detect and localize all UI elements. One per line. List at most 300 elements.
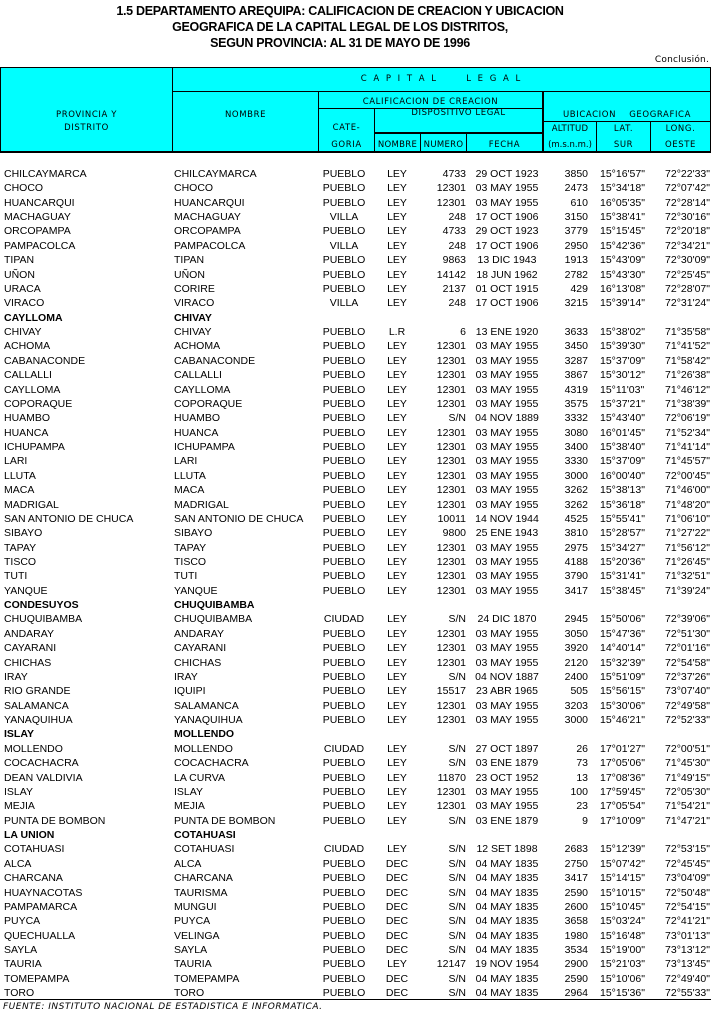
fecha-cell: 03 MAY 1955 (475, 584, 539, 597)
capital-name-cell: CALLALLI (174, 369, 222, 382)
latitud-cell: 15°43'09" (600, 254, 645, 267)
fecha-cell: 17 OCT 1906 (475, 239, 539, 252)
table-row (0, 181, 711, 195)
fecha-cell: 17 OCT 1906 (475, 297, 539, 310)
capital-name-cell: TOMEPAMPA (174, 972, 240, 985)
header-calificacion: CALIFICACION DE CREACION (362, 97, 499, 107)
longitud-cell: 73°13'45" (665, 958, 710, 971)
dispositivo-numero-cell: 4733 (442, 168, 466, 180)
longitud-cell: 71°54'21" (665, 800, 710, 813)
altitud-cell: 2473 (564, 182, 588, 195)
categoria-cell: PUEBLO (322, 714, 366, 727)
capital-name-cell: MACHAGUAY (174, 211, 241, 224)
longitud-cell: 71°41'14" (665, 441, 710, 454)
altitud-cell: 3400 (564, 441, 588, 454)
fecha-cell: 03 MAY 1955 (475, 383, 539, 396)
distrito-cell: COCACHACRA (4, 757, 79, 770)
dispositivo-numero-cell: 11870 (437, 771, 466, 784)
dispositivo-nombre-cell: LEY (387, 268, 407, 281)
categoria-cell: PUEBLO (322, 814, 366, 827)
dispositivo-nombre-cell: LEY (387, 225, 407, 238)
capital-name-cell: TAPAY (174, 541, 207, 554)
table-row (0, 814, 711, 828)
province-name: ISLAY (4, 728, 34, 741)
dispositivo-nombre-cell: LEY (387, 369, 407, 382)
fecha-cell: 03 MAY 1955 (475, 469, 539, 482)
capital-name-cell: CORIRE (174, 282, 215, 295)
dispositivo-nombre-cell: LEY (387, 397, 407, 410)
categoria-cell: PUEBLO (322, 929, 366, 942)
dispositivo-nombre-cell: DEC (385, 872, 409, 885)
header-dispositivo-legal: DISPOSITIVO LEGAL (411, 108, 506, 118)
dispositivo-numero-cell: 12301 (436, 196, 466, 209)
capital-name-cell: SAN ANTONIO DE CHUCA (174, 512, 304, 525)
distrito-cell: MACHAGUAY (4, 211, 71, 224)
capital-name-cell: ALCA (174, 857, 202, 870)
table-row (0, 469, 711, 483)
distrito-cell: CHILCAYMARCA (4, 168, 87, 180)
longitud-cell: 71°58'42" (665, 354, 710, 367)
dispositivo-numero-cell: 12301 (436, 455, 466, 468)
table-row (0, 756, 711, 770)
dispositivo-numero-cell: S/N (448, 972, 466, 985)
dispositivo-numero-cell: S/N (448, 886, 466, 899)
distrito-cell: HUAMBO (4, 412, 51, 425)
distrito-cell: QUECHUALLA (4, 929, 76, 942)
dispositivo-nombre-cell: DEC (385, 886, 409, 899)
distrito-cell: RIO GRANDE (4, 685, 71, 698)
table-row (0, 886, 711, 900)
latitud-cell: 15°10'06" (600, 972, 645, 985)
longitud-cell: 71°47'21" (665, 814, 710, 827)
distrito-cell: TAURIA (4, 958, 42, 971)
longitud-cell: 71°49'15" (665, 771, 710, 784)
dispositivo-nombre-cell: LEY (387, 211, 407, 224)
fecha-cell: 03 MAY 1955 (475, 441, 539, 454)
latitud-cell: 15°10'45" (600, 900, 645, 913)
table-row (0, 699, 711, 713)
categoria-cell: PUEBLO (322, 943, 366, 956)
capital-name-cell: IQUIPI (174, 685, 206, 698)
latitud-cell: 15°47'36" (600, 627, 645, 640)
dispositivo-numero-cell: 12301 (436, 627, 466, 640)
dispositivo-numero-cell: 12301 (436, 642, 466, 655)
altitud-cell: 26 (576, 742, 588, 755)
latitud-cell: 15°36'18" (600, 498, 645, 511)
longitud-cell: 71°41'52" (665, 340, 710, 353)
categoria-cell: PUEBLO (322, 886, 366, 899)
latitud-cell: 15°56'15" (600, 685, 645, 698)
capital-name-cell: VIRACO (174, 297, 215, 310)
altitud-cell: 2975 (564, 541, 588, 554)
dispositivo-numero-cell: 12301 (436, 484, 466, 497)
latitud-cell: 15°39'30" (600, 340, 645, 353)
dispositivo-numero-cell: 12301 (436, 800, 466, 813)
dispositivo-numero-cell: 12301 (436, 426, 466, 439)
header-msnm: (m.s.n.m.) (548, 140, 592, 150)
distrito-cell: TORO (4, 987, 35, 1000)
longitud-cell: 72°01'16" (665, 642, 710, 655)
latitud-cell: 17°10'09" (600, 814, 645, 827)
categoria-cell: CIUDAD (323, 613, 365, 626)
latitud-cell: 15°51'09" (600, 670, 645, 683)
dispositivo-nombre-cell: DEC (385, 900, 409, 913)
fecha-cell: 04 MAY 1835 (475, 943, 539, 956)
dispositivo-numero-cell: 12301 (436, 369, 466, 382)
altitud-cell: 2600 (564, 900, 588, 913)
longitud-cell: 72°37'26" (665, 670, 710, 683)
latitud-cell: 15°43'30" (600, 268, 645, 281)
altitud-cell: 23 (576, 800, 588, 813)
categoria-cell: PUEBLO (322, 872, 366, 885)
distrito-cell: TUTI (4, 570, 28, 583)
fecha-cell: 13 ENE 1920 (475, 326, 539, 339)
altitud-cell: 3790 (564, 570, 588, 583)
dispositivo-numero-cell: S/N (448, 412, 466, 425)
altitud-cell: 3417 (564, 584, 588, 597)
altitud-cell: 2950 (564, 239, 588, 252)
capital-name-cell: CHOCO (174, 182, 214, 195)
dispositivo-numero-cell: 9800 (442, 527, 466, 540)
header-nombre: NOMBRE (224, 110, 267, 120)
dispositivo-numero-cell: 6 (460, 326, 466, 339)
altitud-cell: 3450 (564, 340, 588, 353)
dispositivo-nombre-cell: LEY (387, 771, 407, 784)
table-row (0, 268, 711, 282)
latitud-cell: 15°12'39" (600, 843, 645, 856)
latitud-cell: 15°16'57" (600, 168, 645, 180)
fecha-cell: 03 ENE 1879 (475, 814, 539, 827)
capital-name-cell: HUANCA (174, 426, 219, 439)
fecha-cell: 03 MAY 1955 (475, 570, 539, 583)
dispositivo-nombre-cell: LEY (387, 555, 407, 568)
dispositivo-numero-cell: 248 (448, 211, 466, 224)
categoria-cell: PUEBLO (322, 857, 366, 870)
dispositivo-numero-cell: 12301 (436, 699, 466, 712)
latitud-cell: 15°42'36" (600, 239, 645, 252)
categoria-cell: PUEBLO (322, 570, 366, 583)
fecha-cell: 04 MAY 1835 (475, 915, 539, 928)
fecha-cell: 03 MAY 1955 (475, 627, 539, 640)
categoria-cell: PUEBLO (322, 757, 366, 770)
longitud-cell: 71°46'00" (665, 484, 710, 497)
categoria-cell: PUEBLO (322, 225, 366, 238)
table-row (0, 713, 711, 727)
longitud-cell: 71°45'57" (665, 455, 710, 468)
capital-name-cell: COPORAQUE (174, 397, 243, 410)
distrito-cell: MADRIGAL (4, 498, 59, 511)
fecha-cell: 04 MAY 1835 (475, 987, 539, 1000)
province-capital-name: MOLLENDO (174, 728, 235, 741)
dispositivo-nombre-cell: LEY (387, 426, 407, 439)
altitud-cell: 2964 (564, 987, 588, 1000)
distrito-cell: COTAHUASI (4, 843, 65, 856)
fecha-cell: 04 MAY 1835 (475, 929, 539, 942)
altitud-cell: 3262 (564, 498, 588, 511)
fecha-cell: 03 MAY 1955 (475, 196, 539, 209)
altitud-cell: 3287 (564, 354, 588, 367)
dispositivo-numero-cell: 12301 (436, 182, 466, 195)
header-oeste: OESTE (664, 140, 697, 150)
fecha-cell: 03 MAY 1955 (475, 699, 539, 712)
dispositivo-nombre-cell: LEY (387, 239, 407, 252)
fecha-cell: 23 OCT 1952 (475, 771, 539, 784)
table-row (0, 943, 711, 957)
distrito-cell: VIRACO (4, 297, 45, 310)
capital-name-cell: UÑON (174, 268, 205, 281)
header-ubicacion-geografica: UBICACION GEOGRAFICA (562, 110, 691, 120)
latitud-cell: 15°38'13" (600, 484, 645, 497)
fecha-cell: 03 MAY 1955 (475, 455, 539, 468)
distrito-cell: CHICHAS (4, 656, 52, 669)
table-row (0, 842, 711, 856)
longitud-cell: 72°05'30" (665, 785, 710, 798)
dispositivo-numero-cell: S/N (448, 943, 466, 956)
categoria-cell: PUEBLO (322, 555, 366, 568)
latitud-cell: 15°30'06" (600, 699, 645, 712)
fecha-cell: 19 NOV 1954 (475, 958, 539, 971)
distrito-cell: HUAYNACOTAS (4, 886, 83, 899)
dispositivo-nombre-cell: LEY (387, 455, 407, 468)
altitud-cell: 3203 (564, 699, 588, 712)
fecha-cell: 03 MAY 1955 (475, 340, 539, 353)
capital-name-cell: CHICHAS (174, 656, 222, 669)
capital-name-cell: LA CURVA (174, 771, 225, 784)
province-group-row (0, 828, 711, 842)
dispositivo-numero-cell: S/N (448, 814, 466, 827)
capital-name-cell: HUAMBO (174, 412, 221, 425)
categoria-cell: VILLA (329, 239, 359, 252)
dispositivo-numero-cell: 15517 (436, 685, 466, 698)
altitud-cell: 2683 (564, 843, 588, 856)
fecha-cell: 27 OCT 1897 (475, 742, 539, 755)
table-row (0, 368, 711, 382)
dispositivo-nombre-cell: LEY (387, 441, 407, 454)
source-note: FUENTE: INSTITUTO NACIONAL DE ESTADISTICA E INFORMATICA. (3, 1002, 323, 1012)
divider (543, 121, 710, 122)
categoria-cell: PUEBLO (322, 412, 366, 425)
categoria-cell: PUEBLO (322, 498, 366, 511)
categoria-cell: PUEBLO (322, 354, 366, 367)
header-altitud: ALTITUD (551, 124, 589, 134)
dispositivo-numero-cell: 4733 (442, 225, 466, 238)
dispositivo-nombre-cell: LEY (387, 570, 407, 583)
capital-name-cell: MEJIA (174, 800, 205, 813)
dispositivo-nombre-cell: LEY (387, 714, 407, 727)
header-disp-nombre: NOMBRE (377, 140, 418, 150)
distrito-cell: IRAY (4, 670, 28, 683)
categoria-cell: PUEBLO (322, 656, 366, 669)
capital-name-cell: COTAHUASI (174, 843, 235, 856)
distrito-cell: CHOCO (4, 182, 44, 195)
dispositivo-nombre-cell: LEY (387, 814, 407, 827)
altitud-cell: 3779 (564, 225, 588, 238)
latitud-cell: 15°37'09" (600, 455, 645, 468)
fecha-cell: 04 MAY 1835 (475, 857, 539, 870)
province-capital-name: CHUQUIBAMBA (174, 599, 255, 612)
capital-name-cell: SAYLA (174, 943, 208, 956)
table-row (0, 929, 711, 943)
dispositivo-numero-cell: 12301 (436, 714, 466, 727)
table-row (0, 498, 711, 512)
distrito-cell: COPORAQUE (4, 397, 73, 410)
latitud-cell: 15°34'18" (600, 182, 645, 195)
altitud-cell: 3000 (564, 469, 588, 482)
dispositivo-nombre-cell: LEY (387, 512, 407, 525)
capital-name-cell: CAYARANI (174, 642, 227, 655)
altitud-cell: 610 (570, 196, 588, 209)
dispositivo-nombre-cell: LEY (387, 498, 407, 511)
altitud-cell: 2120 (564, 656, 588, 669)
latitud-cell: 17°05'54" (600, 800, 645, 813)
categoria-cell: PUEBLO (322, 182, 366, 195)
capital-name-cell: LARI (174, 455, 198, 468)
altitud-cell: 1980 (564, 929, 588, 942)
fecha-cell: 17 OCT 1906 (475, 211, 539, 224)
altitud-cell: 3633 (564, 326, 588, 339)
categoria-cell: PUEBLO (322, 326, 366, 339)
altitud-cell: 3575 (564, 397, 588, 410)
longitud-cell: 73°01'13" (665, 929, 710, 942)
latitud-cell: 15°39'14" (600, 297, 645, 310)
capital-name-cell: TIPAN (174, 254, 205, 267)
latitud-cell: 15°37'21" (600, 397, 645, 410)
table-row (0, 799, 711, 813)
fecha-cell: 04 MAY 1835 (475, 872, 539, 885)
longitud-cell: 72°28'07" (665, 282, 710, 295)
altitud-cell: 4319 (564, 383, 588, 396)
dispositivo-nombre-cell: LEY (387, 742, 407, 755)
longitud-cell: 71°56'12" (665, 541, 710, 554)
province-name: CONDESUYOS (4, 599, 79, 612)
longitud-cell: 72°50'48" (665, 886, 710, 899)
dispositivo-nombre-cell: LEY (387, 627, 407, 640)
distrito-cell: LARI (4, 455, 28, 468)
table-row (0, 440, 711, 454)
dispositivo-numero-cell: S/N (448, 857, 466, 870)
altitud-cell: 2590 (564, 972, 588, 985)
table-title-line-2: GEOGRAFICA DE LA CAPITAL LEGAL DE LOS DISTRITOS, (172, 20, 508, 34)
fecha-cell: 03 MAY 1955 (475, 498, 539, 511)
latitud-cell: 15°34'27" (600, 541, 645, 554)
distrito-cell: SIBAYO (4, 527, 43, 540)
distrito-cell: TAPAY (4, 541, 37, 554)
categoria-cell: PUEBLO (322, 771, 366, 784)
longitud-cell: 71°52'34" (665, 426, 710, 439)
latitud-cell: 15°03'24" (600, 915, 645, 928)
province-group-row (0, 727, 711, 741)
table-row (0, 426, 711, 440)
conclusion-note: Conclusión. (654, 55, 709, 65)
categoria-cell: PUEBLO (322, 369, 366, 382)
header-disp-numero: NUMERO (423, 140, 464, 150)
capital-name-cell: CHIVAY (174, 326, 212, 339)
distrito-cell: HUANCARQUI (4, 196, 75, 209)
dispositivo-nombre-cell: LEY (387, 182, 407, 195)
dispositivo-nombre-cell: DEC (385, 915, 409, 928)
capital-name-cell: PUNTA DE BOMBON (174, 814, 276, 827)
dispositivo-nombre-cell: LEY (387, 340, 407, 353)
altitud-cell: 1913 (564, 254, 588, 267)
capital-name-cell: LLUTA (174, 469, 206, 482)
dispositivo-numero-cell: S/N (448, 742, 466, 755)
capital-name-cell: ICHUPAMPA (174, 441, 235, 454)
latitud-cell: 15°50'06" (600, 613, 645, 626)
categoria-cell: PUEBLO (322, 426, 366, 439)
capital-name-cell: HUANCARQUI (174, 196, 245, 209)
table-row (0, 526, 711, 540)
header-lat: LAT. (613, 124, 634, 134)
capital-name-cell: ORCOPAMPA (174, 225, 241, 238)
table-row (0, 239, 711, 253)
altitud-cell: 3050 (564, 627, 588, 640)
table-row (0, 900, 711, 914)
fecha-cell: 03 MAY 1955 (475, 426, 539, 439)
categoria-cell: PUEBLO (322, 670, 366, 683)
table-row (0, 454, 711, 468)
dispositivo-numero-cell: 12301 (436, 383, 466, 396)
categoria-cell: CIUDAD (323, 742, 365, 755)
capital-name-cell: TAURISMA (174, 886, 228, 899)
distrito-cell: UÑON (4, 268, 35, 281)
capital-name-cell: ANDARAY (174, 627, 224, 640)
categoria-cell: PUEBLO (322, 987, 366, 1000)
dispositivo-numero-cell: 12301 (436, 656, 466, 669)
fecha-cell: 03 ENE 1879 (475, 757, 539, 770)
latitud-cell: 17°01'27" (600, 742, 645, 755)
table-row (0, 196, 711, 210)
table-row (0, 771, 711, 785)
table-row (0, 627, 711, 641)
categoria-cell: PUEBLO (322, 900, 366, 913)
categoria-cell: VILLA (329, 297, 359, 310)
fecha-cell: 29 OCT 1923 (475, 225, 539, 238)
table-row (0, 512, 711, 526)
longitud-cell: 72°30'09" (665, 254, 710, 267)
longitud-cell: 72°25'45" (665, 268, 710, 281)
distrito-cell: CABANACONDE (4, 354, 86, 367)
dispositivo-numero-cell: 12301 (436, 469, 466, 482)
header-long: LONG. (665, 124, 696, 134)
fecha-cell: 04 MAY 1835 (475, 886, 539, 899)
province-group-row (0, 311, 711, 325)
distrito-cell: CAYARANI (4, 642, 57, 655)
longitud-cell: 72°34'21" (665, 239, 710, 252)
categoria-cell: PUEBLO (322, 627, 366, 640)
altitud-cell: 3080 (564, 426, 588, 439)
capital-name-cell: ACHOMA (174, 340, 221, 353)
dispositivo-numero-cell: 12301 (436, 354, 466, 367)
latitud-cell: 15°37'09" (600, 354, 645, 367)
latitud-cell: 15°46'21" (600, 714, 645, 727)
table-row (0, 670, 711, 684)
dispositivo-nombre-cell: LEY (387, 527, 407, 540)
dispositivo-numero-cell: 12301 (436, 555, 466, 568)
distrito-cell: PUYCA (4, 915, 41, 928)
longitud-cell: 72°55'33" (665, 987, 710, 1000)
altitud-cell: 2782 (564, 268, 588, 281)
dispositivo-numero-cell: 12301 (436, 584, 466, 597)
longitud-cell: 72°07'42" (665, 182, 710, 195)
capital-name-cell: PUYCA (174, 915, 211, 928)
dispositivo-nombre-cell: LEY (387, 254, 407, 267)
categoria-cell: PUEBLO (322, 268, 366, 281)
longitud-cell: 72°54'58" (665, 656, 710, 669)
dispositivo-nombre-cell: LEY (387, 354, 407, 367)
latitud-cell: 15°11'03" (600, 383, 645, 396)
province-name: CAYLLOMA (4, 311, 63, 324)
fecha-cell: 03 MAY 1955 (475, 354, 539, 367)
